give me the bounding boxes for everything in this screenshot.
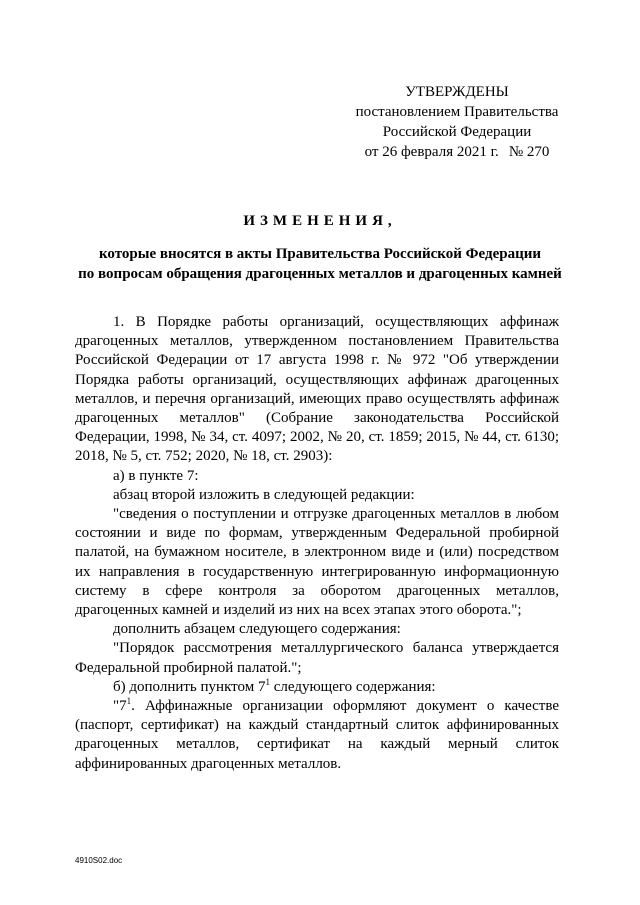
file-name-footer: 4910S02.doc	[75, 856, 123, 865]
paragraph-quote-1: "сведения о поступлении и отгрузке драгоценных металлов в любом состоянии и виде по формам, утвержденным Федеральной пробирной палатой, на бумажном носителе, в электронном виде и (или) посредством их направления в государственную интегрированную информационную систему в сфере контроля за оборотом драгоценных металлов, драгоценных камней и изделий из них на всех этапах этого оборота.";	[75, 506, 559, 619]
approval-federation: Российской Федерации	[382, 124, 532, 140]
approval-date-line	[352, 142, 562, 162]
paragraph-item-b	[75, 678, 559, 697]
approval-date: от 26 февраля 2021 г.	[364, 144, 499, 160]
quote-3-text: . Аффинажные организации оформляют документ о качестве (паспорт, сертификат) на каждый стандартный слиток аффинированных драгоценных металлов, сертификат на каждый мерный слиток аффинированных драгоценных металлов.	[75, 698, 559, 772]
subtitle-line-2: по вопросам обращения драгоценных металлов и драгоценных камней	[78, 266, 562, 282]
paragraph-1: 1. В Порядке работы организаций, осуществляющих аффинаж драгоценных металлов, утвержденном постановлением Правительства Российской Федерации от 17 августа 1998 г. № 972 "Об утверждении Порядка работы организаций, осуществляющих аффинаж драгоценных металлов, и перечня организаций, имеющих право осуществлять аффинаж драгоценных металлов" (Собрание законодательства Российской Федерации, 1998, № 34, ст. 4097; 2002, № 20, ст. 1859; 2015, № 44, ст. 6130; 2018, № 5, ст. 752; 2020, № 18, ст. 2903):	[75, 314, 559, 465]
approval-resolution: постановлением Правительства	[355, 104, 559, 120]
document-body	[75, 313, 559, 774]
paragraph-quote-2: "Порядок рассмотрения металлургического баланса утверждается Федеральной пробирной палатой.";	[75, 640, 559, 676]
item-b-superscript: 1	[265, 676, 270, 687]
paragraph-add: дополнить абзацем следующего содержания:	[113, 621, 401, 638]
item-b-text: б) дополнить пунктом 7	[113, 678, 266, 695]
paragraph-item-a: а) в пункте 7:	[113, 467, 199, 484]
document-subtitle	[40, 244, 600, 284]
subtitle-line-1: которые вносятся в акты Правительства Российской Федерации	[98, 246, 542, 262]
item-b-text-end: следующего содержания:	[269, 678, 436, 695]
quote-3-superscript: 1	[126, 696, 132, 707]
paragraph-instruction: абзац второй изложить в следующей редакции:	[113, 486, 415, 503]
approval-heading: УТВЕРЖДЕНЫ	[405, 84, 509, 100]
document-title: ИЗМЕНЕНИЯ,	[243, 213, 397, 229]
quote-3-start: "7	[113, 698, 127, 715]
approval-stamp	[352, 82, 562, 162]
paragraph-quote-3	[75, 697, 559, 774]
approval-number: № 270	[508, 144, 550, 160]
